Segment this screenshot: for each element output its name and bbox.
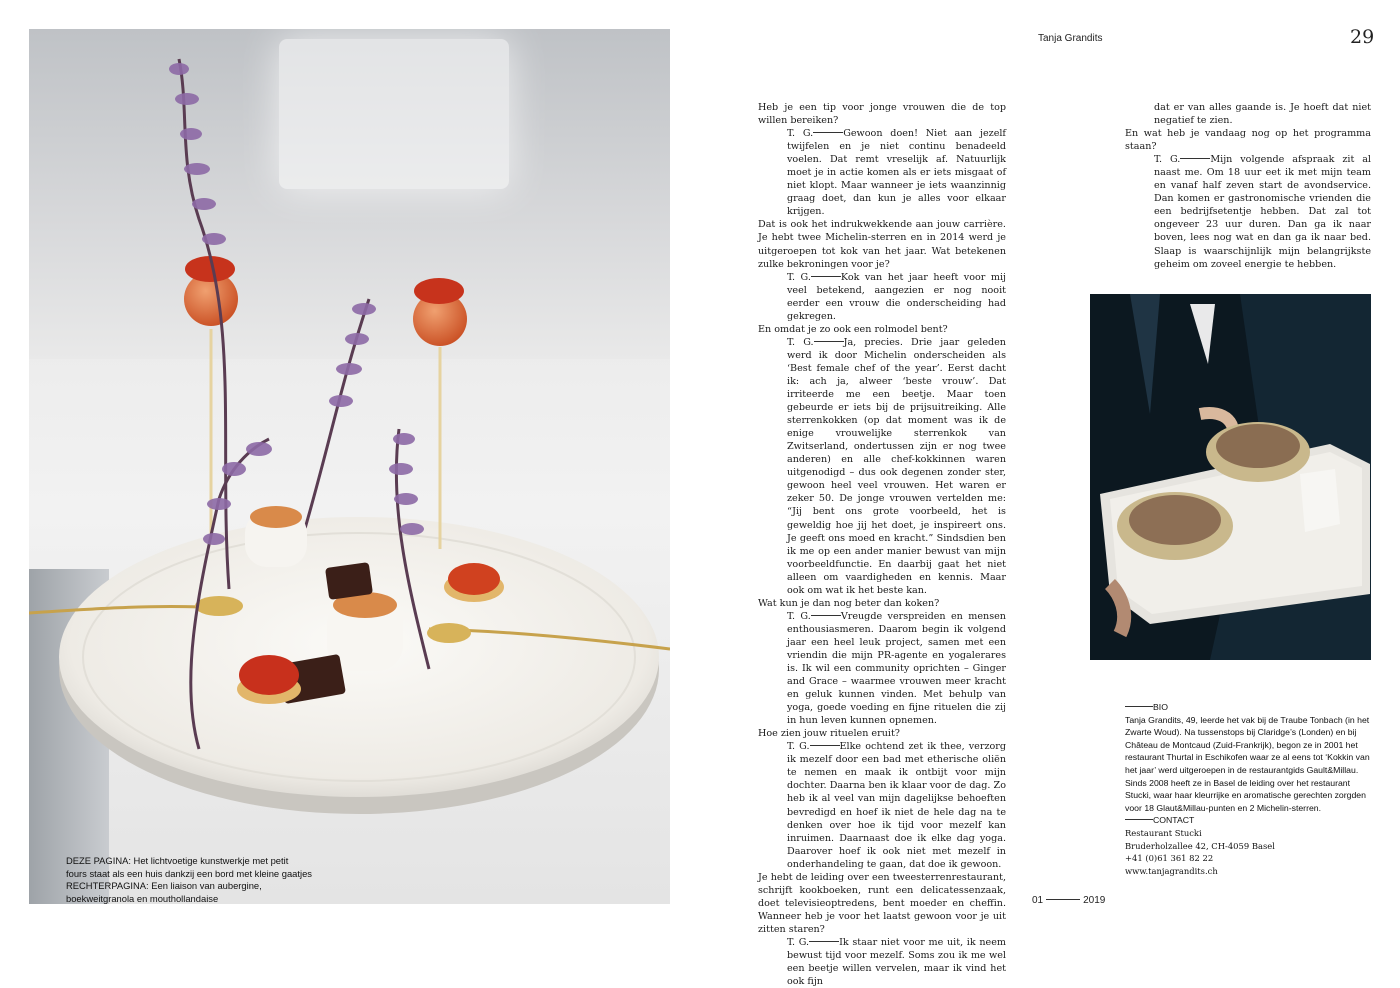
cream-cup-back-filling <box>250 506 302 528</box>
spoon-bowl-right <box>427 623 471 643</box>
interview-question: Hoe zien jouw rituelen eruit? <box>758 728 900 740</box>
interview-answer: T. G. Gewoon doen! Niet aan jezelf twijfelen en je niet continu benadeeld voelen. Dat remt vreselijk af. Natuurlijk moet je in actie komen als er iets misgaat of niet klopt. Maar wanneer je iets waanzinnig graag doet, dan kun je alles voor elkaar krijgen. <box>787 128 1006 218</box>
answer-signature: T. G. <box>787 741 840 752</box>
contact-line: +41 (0)61 361 82 22 <box>1125 853 1214 864</box>
caption-line: DEZE PAGINA: Het lichtvoetige kunstwerkje met petit <box>66 855 289 866</box>
interview-answer: T. G. Mijn volgende afspraak zit al naast me. Om 18 uur eet ik met mijn team en vanaf half zeven start de avondservice. Dan komen er gastronomische vrienden die een bedrijfsetentje hebben. Dat zal tot ongeveer 23 uur duren. Dan ga ik naar boven, lees nog wat en dan ga ik naar bed. Slaap is waarschijnlijk mijn belangrijkste geheim om zoveel energie te hebben. <box>1154 154 1371 270</box>
answer-signature: T. G. <box>787 337 844 348</box>
sauce-jug <box>1300 469 1340 532</box>
tart-left-jelly <box>239 655 299 695</box>
bio-heading: BIO <box>1125 701 1375 714</box>
tart-right-jelly <box>448 563 500 595</box>
answer-continuation: dat er van alles gaande is. Je hoeft dat niet negatief te zien. <box>1154 102 1371 127</box>
interview-column-1 <box>758 101 1006 988</box>
folio-issue: 01 <box>1032 895 1044 906</box>
contact-heading: CONTACT <box>1125 814 1375 827</box>
folio <box>1032 895 1105 906</box>
tray-photo <box>1090 294 1371 660</box>
caption-line: boekweitgranola en mouthollandaise <box>66 892 219 904</box>
cake-pop-right-topping <box>414 278 464 304</box>
interview-column-2 <box>1125 101 1371 271</box>
spoon-bowl-left <box>195 596 243 616</box>
interview-answer: T. G. Ik staar niet voor me uit, ik neem bewust tijd voor mezelf. Soms zou ik me wel een beetje willen vervelen, maar ik vind het ook fijn <box>787 937 1006 988</box>
interview-question: En wat heb je vandaag nog op het programma staan? <box>1125 128 1371 153</box>
bowl-back-food <box>1216 424 1300 468</box>
answer-signature: T. G. <box>787 611 841 622</box>
dessert-plate-illustration <box>29 29 670 904</box>
answer-signature: T. G. <box>1154 154 1210 165</box>
answer-signature: T. G. <box>787 272 841 283</box>
contact-website[interactable]: www.tanjagrandits.ch <box>1125 865 1218 876</box>
bio-box <box>1125 701 1375 877</box>
bowl-front-food <box>1129 495 1221 545</box>
interview-question: Dat is ook het indrukwekkende aan jouw carrière. Je hebt twee Michelin-sterren en in 2014 werd je uitgeroepen tot kok van het jaar. Wat betekenen zulke bekroningen voor je? <box>758 219 1006 270</box>
contact-line: Bruderholzallee 42, CH-4059 Basel <box>1125 840 1275 851</box>
tray-illustration <box>1090 294 1371 660</box>
interview-question: Je hebt de leiding over een tweesterrenrestaurant, schrijft kookboeken, runt een delicatessenzaak, doet televisieoptredens, bent moeder en cheffin. Wanneer heb je voor het laatst gewoon voor je uit zitten staren? <box>758 871 1006 935</box>
running-head: Tanja Grandits <box>1038 33 1103 44</box>
interview-answer: T. G. Ja, precies. Drie jaar geleden werd ik door Michelin onderscheiden als ‘Best female chef of the year’. Eerst dacht ik: ach ja, alweer ‘beste vrouw’. Dat irriteerde me een beetje. Maar toen gebeurde er iets bij de prijsuitreiking. Alle sterrenkokken (op dat moment was ik de enige vrouwelijke sterrenkok van Zwitserland, ondertussen zijn er nog twee anderen) en alle chef-kokkinnen waren uitgenodigd – dus ook degenen zonder ster, gewoon heel veel vrouwen. Het waren er zeker 50. De jonge vrouwen vertelden me: “Jij bent ons grote voorbeeld, het is geweldig hoe jij het doet, je inspireert ons. Je geeft ons moed en kracht.” Sindsdien ben ik me op een ander manier bewust van mijn voorbeeldfunctie. En daarbij gaat het niet alleen om vaardigheden en kennis. Maar ook om wat ik het beste kan. <box>787 336 1006 596</box>
interview-question: En omdat je zo ook een rolmodel bent? <box>758 323 948 335</box>
folio-year: 2019 <box>1083 895 1106 906</box>
interview-answer: T. G. Kok van het jaar heeft voor mij veel betekend, aangezien er nog nooit eerder een vrouw die onderscheiding had gekregen. <box>787 271 1006 322</box>
answer-signature: T. G. <box>787 937 839 948</box>
bio-text: Tanja Grandits, 49, leerde het vak bij de Traube Tonbach (in het Zwarte Woud). Na tussenstops bij Claridge’s (Londen) en bij Château de Montcaud (Zuid-Frankrijk), begon ze in 2001 het restaurant Thurtal in Eschikofen waar ze al eens tot ‘Kokkin van het jaar’ werd uitgeroepen in de restaurantgids Gault&Millau. Sinds 2008 heeft ze in Basel de leiding over het restaurant Stucki, waar haar kleurrijke en aromatische gerechten zorgden voor 18 Glaut&Millau-punten en 2 Michelin-sterren. <box>1125 714 1370 813</box>
dessert-photo <box>29 29 670 904</box>
contact-line: Restaurant Stucki <box>1125 827 1202 838</box>
photo-caption <box>66 855 346 904</box>
chocolate-back <box>325 562 373 600</box>
caption-line: RECHTERPAGINA: Een liaison van aubergine, <box>66 880 262 891</box>
interview-question: Heb je een tip voor jonge vrouwen die de top willen bereiken? <box>758 102 1006 127</box>
caption-line: fours staat als een huis dankzij een bord met kleine gaatjes <box>66 867 312 879</box>
interview-answer: T. G. Vreugde verspreiden en mensen enthousiasmeren. Daarom begin ik volgend jaar een heel leuk project, samen met een vriendin die mijn PR-agente en yogalerares is. Ik wil een community oprichten – Ginger and Grace – waarmee vrouwen meer kracht en geluk kunnen vinden. Met behulp van yoga, goede voeding en fijne rituelen die zij in hun leven kunnen opnemen. <box>787 610 1006 727</box>
interview-answer: T. G. Elke ochtend zet ik thee, verzorg ik mezelf door een bad met etherische oliën te nemen en maak ik ontbijt voor mijn dochter. Daarna ben ik klaar voor de dag. Zo heb ik al veel van mijn dagelijkse behoeften bevredigd en hoef ik niet de hele dag na te denken over hoe ik tijd voor mezelf kan inruimen. Daarnaast doe ik elke dag yoga. Daarover hoef ik ook niet met mezelf in onderhandeling te gaan, dat doe ik gewoon. <box>787 741 1006 870</box>
interview-question: Wat kun je dan nog beter dan koken? <box>758 597 940 609</box>
answer-signature: T. G. <box>787 128 843 139</box>
page-number: 29 <box>1350 26 1375 48</box>
